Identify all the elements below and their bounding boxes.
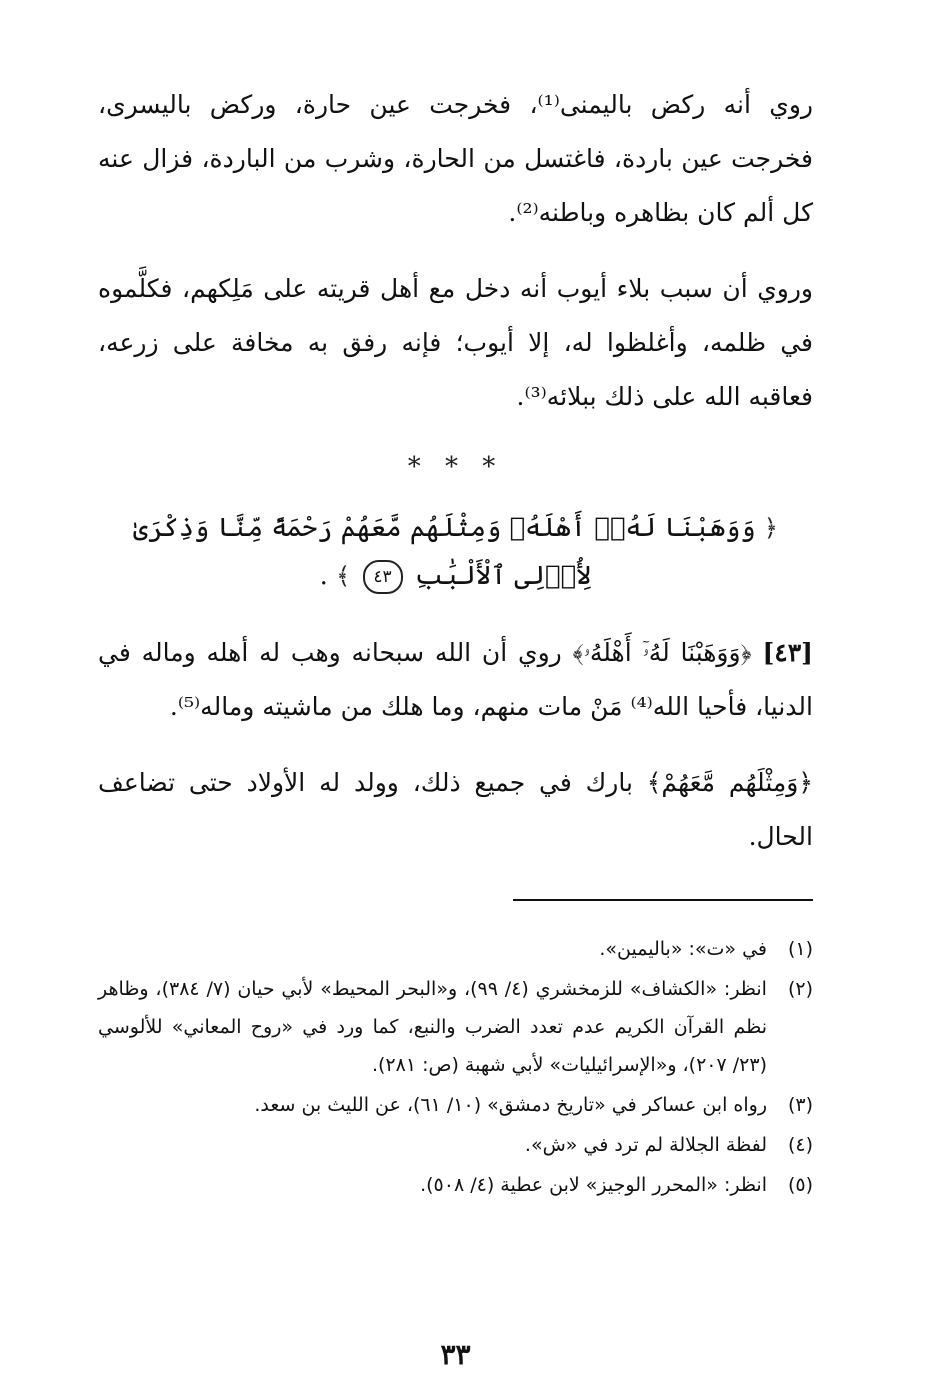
section-divider: * * * [407, 452, 504, 482]
verse-tail: . [319, 561, 328, 591]
paragraph-2-text: وروي أن سبب بلاء أيوب أنه دخل مع أهل قريته على مَلِكهم، فكلَّموه في ظلمه، وأغلظوا له، إلا أيوب؛ فإنه رفق به مخافة على زرعه، فعاقبه الله على ذلك ببلائه⁽³⁾. [98, 274, 813, 411]
footnote-item [98, 970, 813, 1084]
footnotes [98, 930, 813, 1206]
footnote-number: (٢) [787, 978, 813, 1000]
footnote-item [98, 1126, 813, 1164]
footnote-text: لفظة الجلالة لم ترد في «ش». [524, 1134, 767, 1156]
paragraph-4-text: بارك في جميع ذلك، وولد له الأولاد حتى تضاعف الحال. [98, 768, 813, 851]
footnote-text: في «ت»: «باليمين». [599, 938, 767, 960]
footnote-number: (١) [787, 938, 813, 960]
verse-number-badge: ٤٣ [363, 560, 403, 594]
footnote-item [98, 1086, 813, 1124]
footnote-separator [513, 899, 813, 901]
verse-open-bracket: ﴿ [763, 514, 778, 542]
footnote-item [98, 1166, 813, 1204]
quran-verse [98, 504, 813, 600]
paragraph-3-text: روي أن الله سبحانه وهب له أهله وماله في الدنيا، فأحيا الله⁽⁴⁾ مَنْ مات منهم، وما هلك من ماشيته وماله⁽⁵⁾. [98, 638, 813, 721]
paragraph-job-healing [98, 78, 813, 240]
verse-ref-number: [٤٣] [762, 638, 813, 667]
page-number: ٣٣ [440, 1338, 471, 1371]
footnote-number: (٣) [787, 1094, 813, 1116]
verse-close-bracket: ﴾ [336, 562, 351, 590]
verse-text: وَوَهَبْنَا لَهُۥٓ أَهْلَهُۥ وَمِثْلَهُم مَّعَهُمْ رَحْمَةً مِّنَّا وَذِكْرَىٰ لِأُو۟لِى ٱلْأَلْبَٰبِ [133, 513, 756, 591]
paragraph-doubling [98, 756, 813, 864]
verse-quote-2: ﴿وَمِثْلَهُم مَّعَهُمْ﴾ [646, 768, 813, 797]
footnote-text: رواه ابن عساكر في «تاريخ دمشق» (١٠/ ٦١)، عن الليث بن سعد. [254, 1094, 767, 1116]
verse-quote: ﴿وَوَهَبْنَا لَهُۥٓ أَهْلَهُۥ﴾ [572, 638, 752, 667]
footnote-number: (٥) [787, 1174, 813, 1196]
footnote-item [98, 930, 813, 968]
paragraph-verse-43-commentary [98, 626, 813, 734]
footnote-number: (٤) [787, 1134, 813, 1156]
page-body [98, 78, 813, 1378]
paragraph-job-affliction [98, 262, 813, 424]
paragraph-1-text: روي أنه ركض باليمنى⁽¹⁾، فخرجت عين حارة، وركض باليسرى، فخرجت عين باردة، فاغتسل من الحارة، وشرب من الباردة، فزال عنه كل ألم كان بظاهره وباطنه⁽²⁾. [98, 90, 813, 227]
footnote-text: انظر: «المحرر الوجيز» لابن عطية (٤/ ٥٠٨). [420, 1174, 767, 1196]
footnote-text: انظر: «الكشاف» للزمخشري (٤/ ٩٩)، و«البحر المحيط» لأبي حيان (٧/ ٣٨٤)، وظاهر نظم القرآن الكريم عدم تعدد الضرب والنبع، كما ورد في «روح المعاني» للألوسي (٢٣/ ٢٠٧)، و«الإسرائيليات» لأبي شهبة (ص: ٢٨١). [98, 978, 767, 1076]
